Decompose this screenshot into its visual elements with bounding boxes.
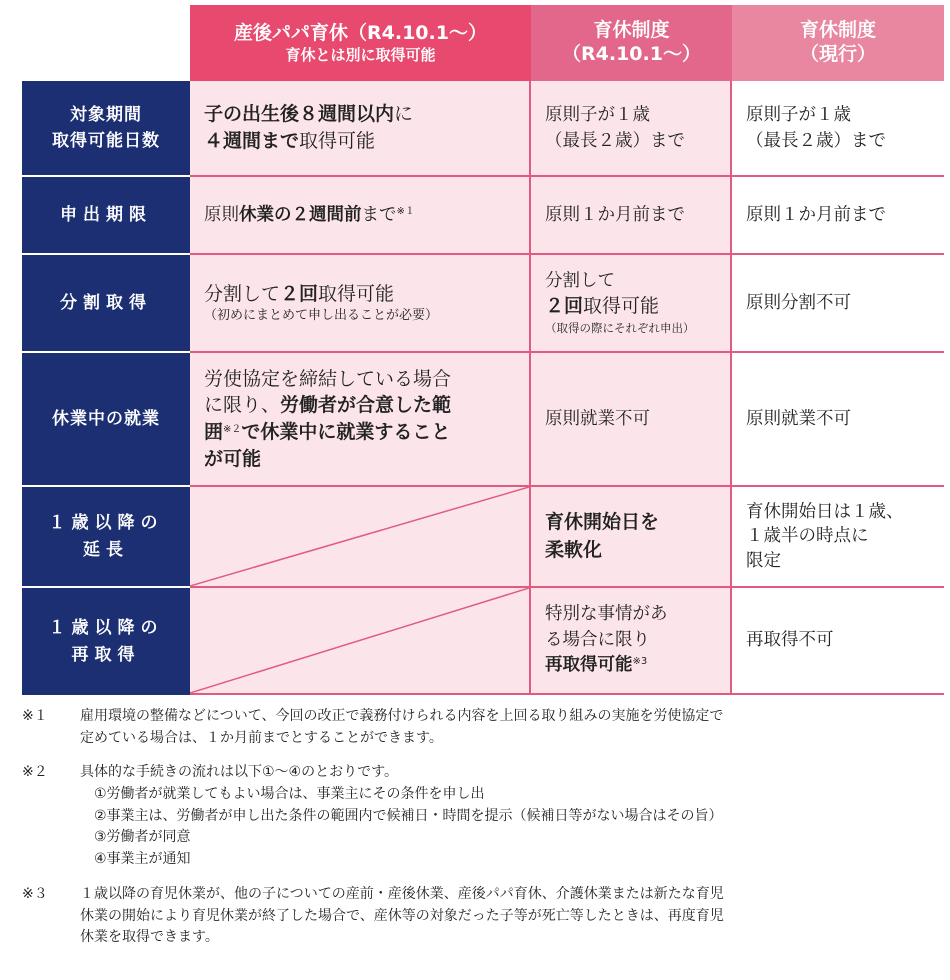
cell-text xyxy=(746,588,936,693)
cell-text xyxy=(746,177,936,253)
text-bold: ４週間まで xyxy=(204,130,300,152)
cell-text xyxy=(204,255,521,351)
header-col3-subtitle: （現行） xyxy=(799,43,876,65)
text-bold: 休業の２週間前 xyxy=(239,204,362,225)
footnote-1 xyxy=(22,706,932,749)
footnote-line: 雇用環境の整備などについて、今回の改正で義務付けられる内容を上回る取り組みの実施を労使協定で xyxy=(80,708,724,724)
text: 特別な事情があ xyxy=(545,604,668,625)
cell-new-deadline xyxy=(531,177,732,255)
row-label-extension xyxy=(22,487,190,588)
row-label-line: 延長 xyxy=(83,539,129,560)
cell-papa-work xyxy=(190,353,531,487)
footnote-ref: ※3 xyxy=(632,656,648,668)
text: 再取得不可 xyxy=(746,630,834,651)
text: 分割して xyxy=(204,282,281,305)
text-bold: 育休開始日を xyxy=(545,510,660,533)
cell-new-reacquire xyxy=(531,588,732,695)
cell-text xyxy=(746,353,936,485)
text-small: （取得の際にそれぞれ申出） xyxy=(545,321,695,336)
text: （最長２歳）まで xyxy=(545,131,685,151)
text: （最長２歳）まで xyxy=(746,131,886,151)
text: 原則子が１歳 xyxy=(746,104,851,125)
row-label-line: 休業中の就業 xyxy=(52,408,160,429)
cell-papa-deadline xyxy=(190,177,531,255)
cell-text xyxy=(545,487,722,586)
text: 取得可能 xyxy=(318,282,395,305)
cell-current-extension xyxy=(732,487,944,588)
text: 原則子が１歳 xyxy=(545,104,650,125)
text-bold: 労働者が合意した範 xyxy=(280,394,452,417)
cell-text xyxy=(746,487,936,586)
text: 原則 xyxy=(204,204,239,225)
header-ikukyu-current xyxy=(732,5,944,81)
row-label-work xyxy=(22,353,190,487)
footnote-line: ①労働者が就業してもよい場合は、事業主にその条件を申し出 xyxy=(94,786,485,803)
cell-text xyxy=(545,177,722,253)
text-bold: 柔軟化 xyxy=(545,538,603,561)
footnote-line: 具体的な手続きの流れは以下①～④のとおりです。 xyxy=(80,764,398,781)
cell-new-period xyxy=(531,81,732,177)
row-label-line: １歳以降の xyxy=(48,513,164,534)
footnote-mark: ※３ xyxy=(22,885,48,902)
footnote-2 xyxy=(22,762,932,870)
text-bold: ２回 xyxy=(545,295,584,318)
cell-text xyxy=(545,81,722,175)
text: る場合に限り xyxy=(545,629,650,650)
cell-new-work xyxy=(531,353,732,487)
text: 限定 xyxy=(746,550,781,571)
text: 原則就業不可 xyxy=(545,408,650,429)
text: に xyxy=(394,103,414,126)
row-label-line: 分割取得 xyxy=(60,292,152,313)
cell-current-period xyxy=(732,81,944,177)
text: 分割して xyxy=(545,270,615,291)
row-label-line: 申出期限 xyxy=(60,204,152,225)
cell-current-split xyxy=(732,255,944,353)
row-label-reacquire xyxy=(22,588,190,695)
header-col1-title: 産後パパ育休（R4.10.1～） xyxy=(234,21,487,44)
text: 原則１か月前まで xyxy=(746,204,886,225)
text-bold: で休業中に就業すること xyxy=(241,421,451,443)
cell-current-reacquire xyxy=(732,588,944,695)
text-bold: が可能 xyxy=(204,447,262,470)
footnote-3 xyxy=(22,884,932,949)
footnote-line: ②事業主は、労働者が申し出た条件の範囲内で候補日・時間を提示（候補日等がない場合はその旨） xyxy=(94,807,723,824)
text: 育休開始日は１歳、 xyxy=(746,501,904,522)
footnote-line: 休業を取得できます。 xyxy=(80,929,219,946)
cell-current-deadline xyxy=(732,177,944,255)
cell-text xyxy=(746,81,936,175)
footnote-mark: ※２ xyxy=(22,764,48,781)
row-label-deadline xyxy=(22,177,190,255)
footnote-mark: ※１ xyxy=(22,708,48,724)
header-col2-title: 育休制度 xyxy=(593,19,670,42)
not-applicable-diagonal xyxy=(190,487,529,586)
text-bold: 囲 xyxy=(204,421,224,443)
cell-text xyxy=(545,353,722,485)
cell-papa-extension-na xyxy=(190,487,531,588)
row-label-line: １歳以降の xyxy=(48,618,164,639)
cell-papa-reacquire-na xyxy=(190,588,531,695)
cell-papa-period xyxy=(190,81,531,177)
cell-text xyxy=(204,81,521,175)
header-col1-subtitle: 育休とは別に取得可能 xyxy=(285,45,436,64)
comparison-table xyxy=(22,5,944,695)
text: 取得可能 xyxy=(299,130,376,152)
row-label-line: 再取得 xyxy=(71,644,141,665)
text: 原則分割不可 xyxy=(746,292,851,313)
text: 原則就業不可 xyxy=(746,408,851,429)
text: に限り、 xyxy=(204,394,281,417)
cell-text xyxy=(746,255,936,351)
row-label-line: 対象期間 xyxy=(70,104,142,125)
footnote-line: １歳以降の育児休業が、他の子についての産前・産後休業、産後パパ育休、介護休業または新たな育児 xyxy=(80,885,724,902)
text: 取得可能 xyxy=(583,295,660,318)
footnote-ref: ※２ xyxy=(223,424,242,435)
not-applicable-diagonal xyxy=(190,588,529,693)
text: １歳半の時点に xyxy=(746,526,869,547)
text-small: （初めにまとめて申し出ることが必要） xyxy=(204,308,439,324)
cell-text xyxy=(204,177,521,253)
footnotes xyxy=(22,706,932,962)
text-bold: 子の出生後８週間以内 xyxy=(204,103,395,126)
text-bold: 再取得可能 xyxy=(545,655,633,676)
row-label-period xyxy=(22,81,190,177)
cell-text xyxy=(545,588,722,693)
footnote-line: 休業の開始により育児休業が終了した場合で、産休等の対象だった子等が死亡等したときは、再度育児 xyxy=(80,907,724,924)
footnote-line: 定めている場合は、１か月前までとすることができます。 xyxy=(80,729,443,746)
cell-current-work xyxy=(732,353,944,487)
footnote-ref: ※１ xyxy=(396,205,415,217)
row-label-line: 取得可能日数 xyxy=(52,131,160,151)
footnote-line: ③労働者が同意 xyxy=(94,829,191,846)
cell-text xyxy=(204,353,521,485)
header-ikukyu-new xyxy=(531,5,732,81)
header-sango-papa xyxy=(190,5,531,81)
cell-new-extension xyxy=(531,487,732,588)
row-label-split xyxy=(22,255,190,353)
text: 原則１か月前まで xyxy=(545,204,685,225)
text: まで xyxy=(361,204,397,225)
cell-new-split xyxy=(531,255,732,353)
header-col3-title: 育休制度 xyxy=(799,19,876,42)
cell-papa-split xyxy=(190,255,531,353)
header-col2-subtitle: （R4.10.1～） xyxy=(562,43,701,65)
footnote-line: ④事業主が通知 xyxy=(94,851,191,868)
text: 労使協定を締結している場合 xyxy=(204,367,452,390)
cell-text xyxy=(545,255,722,351)
text-bold: ２回 xyxy=(280,282,319,305)
